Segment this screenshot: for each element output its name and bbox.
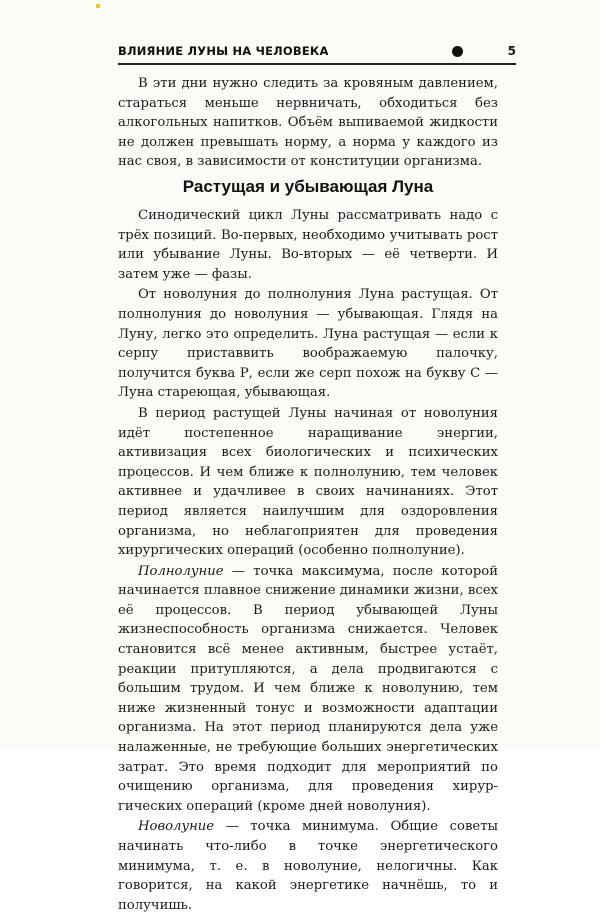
section-heading: Растущая и убывающая Луна: [182, 177, 434, 196]
paragraph-text: — точка максимума, после которой начинается плавное снижение динамики жизни, всех её процессов. В период убывающей Луны жизнеспособность организма снижается. Человек становится всё менее активным, быстрее устаёт, реакции притупляются, а дела продвигаются с большим трудом. И чем ближе к новолунию, тем ниже жизненный тонус и возможности адаптации организма. На этот период планируются дела уже налаженные, не требующие больших энергетических затрат. Это время подходит для мероприятий по очищению организма, для проведения хирургических операций (кроме дней новолуния).: [118, 563, 498, 814]
page-number: 5: [507, 44, 516, 58]
paragraph: [118, 817, 498, 915]
running-header: [118, 42, 516, 66]
header-rule: [118, 63, 516, 65]
running-title: ВЛИЯНИЕ ЛУНЫ НА ЧЕЛОВЕКА: [118, 44, 329, 58]
scan-mark: [96, 4, 100, 8]
paragraph: [118, 562, 498, 817]
paragraph-text: — точка минимума. Общие советы начинать что-либо в точке энергетического минимума, т. е. в новолуние, нелогичны. Как говорится, на какой энергетике начнёшь, то и получишь.: [118, 819, 498, 913]
paragraph: В эти дни нужно следить за кровяным давлением, стараться меньше нервничать, обходиться без алкогольных напитков. Объём выпиваемой жидкости не должен превышать норму, а норма у каждого из нас своя, в зависимости от конституции организма.: [118, 76, 498, 170]
section-body: [118, 206, 498, 915]
paragraph-text: От новолуния до полнолуния Луна растущая. От полнолуния до новолуния — убывающая. Глядя на Луну, легко это определить. Луна растущая — если к серпу приставвить воображаемую палочку, получится буква Р, если же серп похож на букву С — Луна стареющая, убывающая.: [118, 287, 498, 401]
bullet-dot-icon: [452, 46, 463, 57]
intro-text: [118, 74, 498, 172]
term-full-moon: Полнолуние: [138, 563, 224, 579]
term-new-moon: Новолуние: [138, 819, 215, 835]
paragraph: [118, 206, 498, 284]
paragraph: [118, 285, 498, 403]
paragraph-text: Синодический цикл Луны рассматривать надо с трёх позиций. Во-первых, необходимо учитывать рост или убывание Луны. Во-вторых — её четверти. И затем уже — фазы.: [118, 208, 498, 282]
paragraph-text: В период растущей Луны начиная от новолуния идёт постепенное наращивание энергии, активизация всех биологических и психических процессов. И чем ближе к полнолунию, тем человек активнее и удачливее в своих начинаниях. Этот период является наилучшим для оздоровления организма, но неблагоприятен для проведения хирургических операций (особенно полнолуние).: [118, 405, 498, 559]
paragraph: [118, 404, 498, 561]
